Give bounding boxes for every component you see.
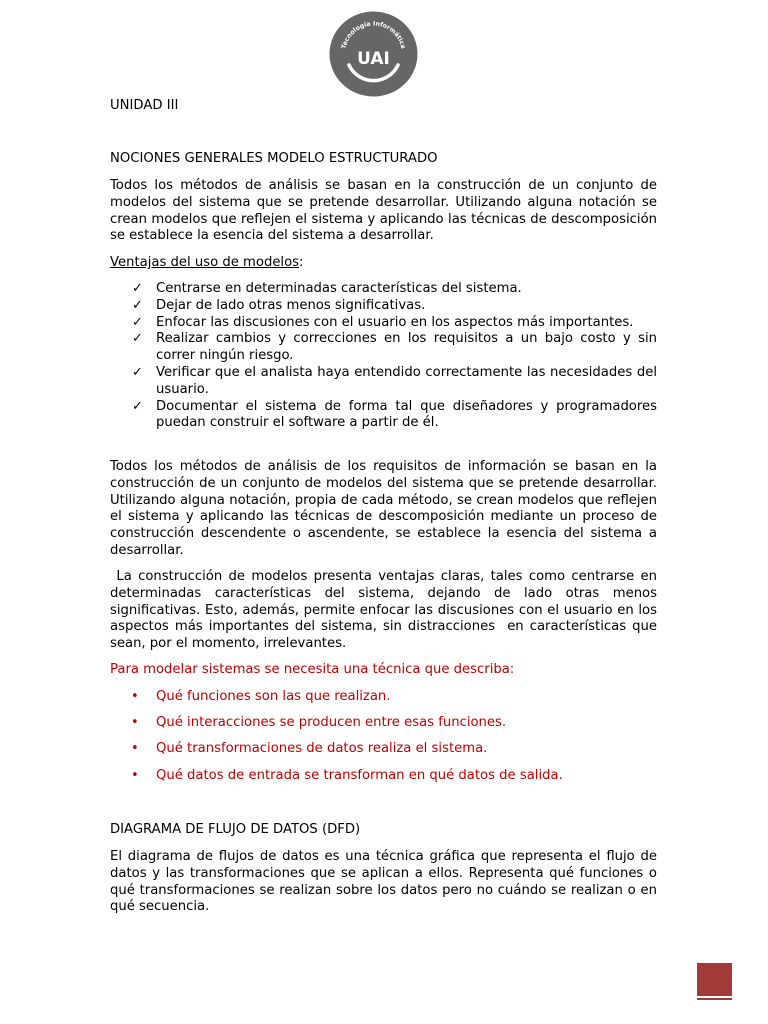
list-item-text: Qué transformaciones de datos realiza el sistema. xyxy=(156,741,488,757)
list-item xyxy=(110,399,657,433)
bullet-icon: • xyxy=(131,741,139,757)
uai-logo xyxy=(329,11,418,97)
list-item xyxy=(110,298,657,315)
list-item-text: Qué interacciones se producen entre esas funciones. xyxy=(156,715,507,731)
list-item xyxy=(110,281,657,298)
list-item-text: Qué funciones son las que realizan. xyxy=(156,689,391,704)
list-item xyxy=(110,689,657,715)
section1-paragraph: Todos los métodos de análisis se basan en la construcción de un conjunto de modelos del sistema que se pretende desarrollar. Utilizando alguna notación se crean modelos que reflejen el sistema y aplicando las técnicas de descomposición se establece la esencia del sistema a desarrollar. xyxy=(110,178,657,244)
list-item-text: Verificar que el analista haya entendido correctamente las necesidades del usuario. xyxy=(156,364,657,397)
check-icon: ✓ xyxy=(132,314,143,330)
unit-title: UNIDAD III xyxy=(110,98,179,113)
advantages-label-colon: : xyxy=(299,255,304,270)
dfd-paragraph: El diagrama de flujos de datos es una técnica gráfica que representa el flujo de datos y las transformaciones que se aplican a ellos. Representa qué funciones o qué transformaciones se realizan sobre los datos pero no cuándo se realizan o en qué secuencia. xyxy=(110,849,657,915)
section-heading-nociones: NOCIONES GENERALES MODELO ESTRUCTURADO xyxy=(110,151,438,166)
advantages-label-text: Ventajas del uso de modelos xyxy=(110,255,300,270)
check-icon: ✓ xyxy=(132,331,143,347)
list-item-text: Centrarse en determinadas características del sistema. xyxy=(156,281,522,296)
list-item xyxy=(110,315,657,332)
list-item xyxy=(110,365,657,399)
check-icon: ✓ xyxy=(132,398,143,414)
paragraph-requisitos: Todos los métodos de análisis de los requisitos de información se basan en la construcción de un conjunto de modelos del sistema que se pretende desarrollar. Utilizando alguna notación, propia de cada método, se crean modelos que reflejen el sistema y aplicando las técnicas de descomposición mediante un proceso de construcción descendente o ascendente, se establece la esencia del sistema a desarrollar. xyxy=(110,459,657,558)
advantages-label xyxy=(110,255,657,272)
logo-word: UAI xyxy=(357,49,390,69)
bullet-icon: • xyxy=(131,715,139,731)
list-item xyxy=(110,768,657,794)
bullet-icon: • xyxy=(131,689,139,704)
corner-accent-block xyxy=(697,963,732,996)
logo-arc-text: Tecnología Informática xyxy=(340,20,407,50)
check-icon: ✓ xyxy=(132,364,143,380)
list-item xyxy=(110,741,657,767)
corner-accent-line xyxy=(697,998,732,1000)
list-item-text: Documentar el sistema de forma tal que diseñadores y programadores puedan construir el software a partir de él. xyxy=(156,398,657,431)
paragraph-ventajas: La construcción de modelos presenta ventajas claras, tales como centrarse en determinadas características del sistema, dejando de lado otras menos significativas. Esto, además, permite enfocar las discusiones con el usuario en los aspectos más importantes del sistema, sin distracciones en características que sean, por el momento, irrelevantes. xyxy=(110,569,662,652)
check-icon: ✓ xyxy=(132,281,143,296)
bullet-icon: • xyxy=(131,767,139,783)
check-icon: ✓ xyxy=(132,297,143,313)
list-item xyxy=(110,715,657,741)
list-item-text: Enfocar las discusiones con el usuario en los aspectos más importantes. xyxy=(156,314,634,330)
list-item-text: Qué datos de entrada se transforman en qué datos de salida. xyxy=(156,767,563,783)
list-item xyxy=(110,331,657,365)
list-item-text: Dejar de lado otras menos significativas. xyxy=(156,297,426,313)
advantages-list xyxy=(110,281,657,432)
technique-intro: Para modelar sistemas se necesita una técnica que describa: xyxy=(110,662,515,677)
list-item-text: Realizar cambios y correcciones en los requisitos a un bajo costo y sin correr ningún riesgo. xyxy=(156,331,657,364)
section-heading-dfd: DIAGRAMA DE FLUJO DE DATOS (DFD) xyxy=(110,822,361,837)
technique-list xyxy=(110,689,657,794)
